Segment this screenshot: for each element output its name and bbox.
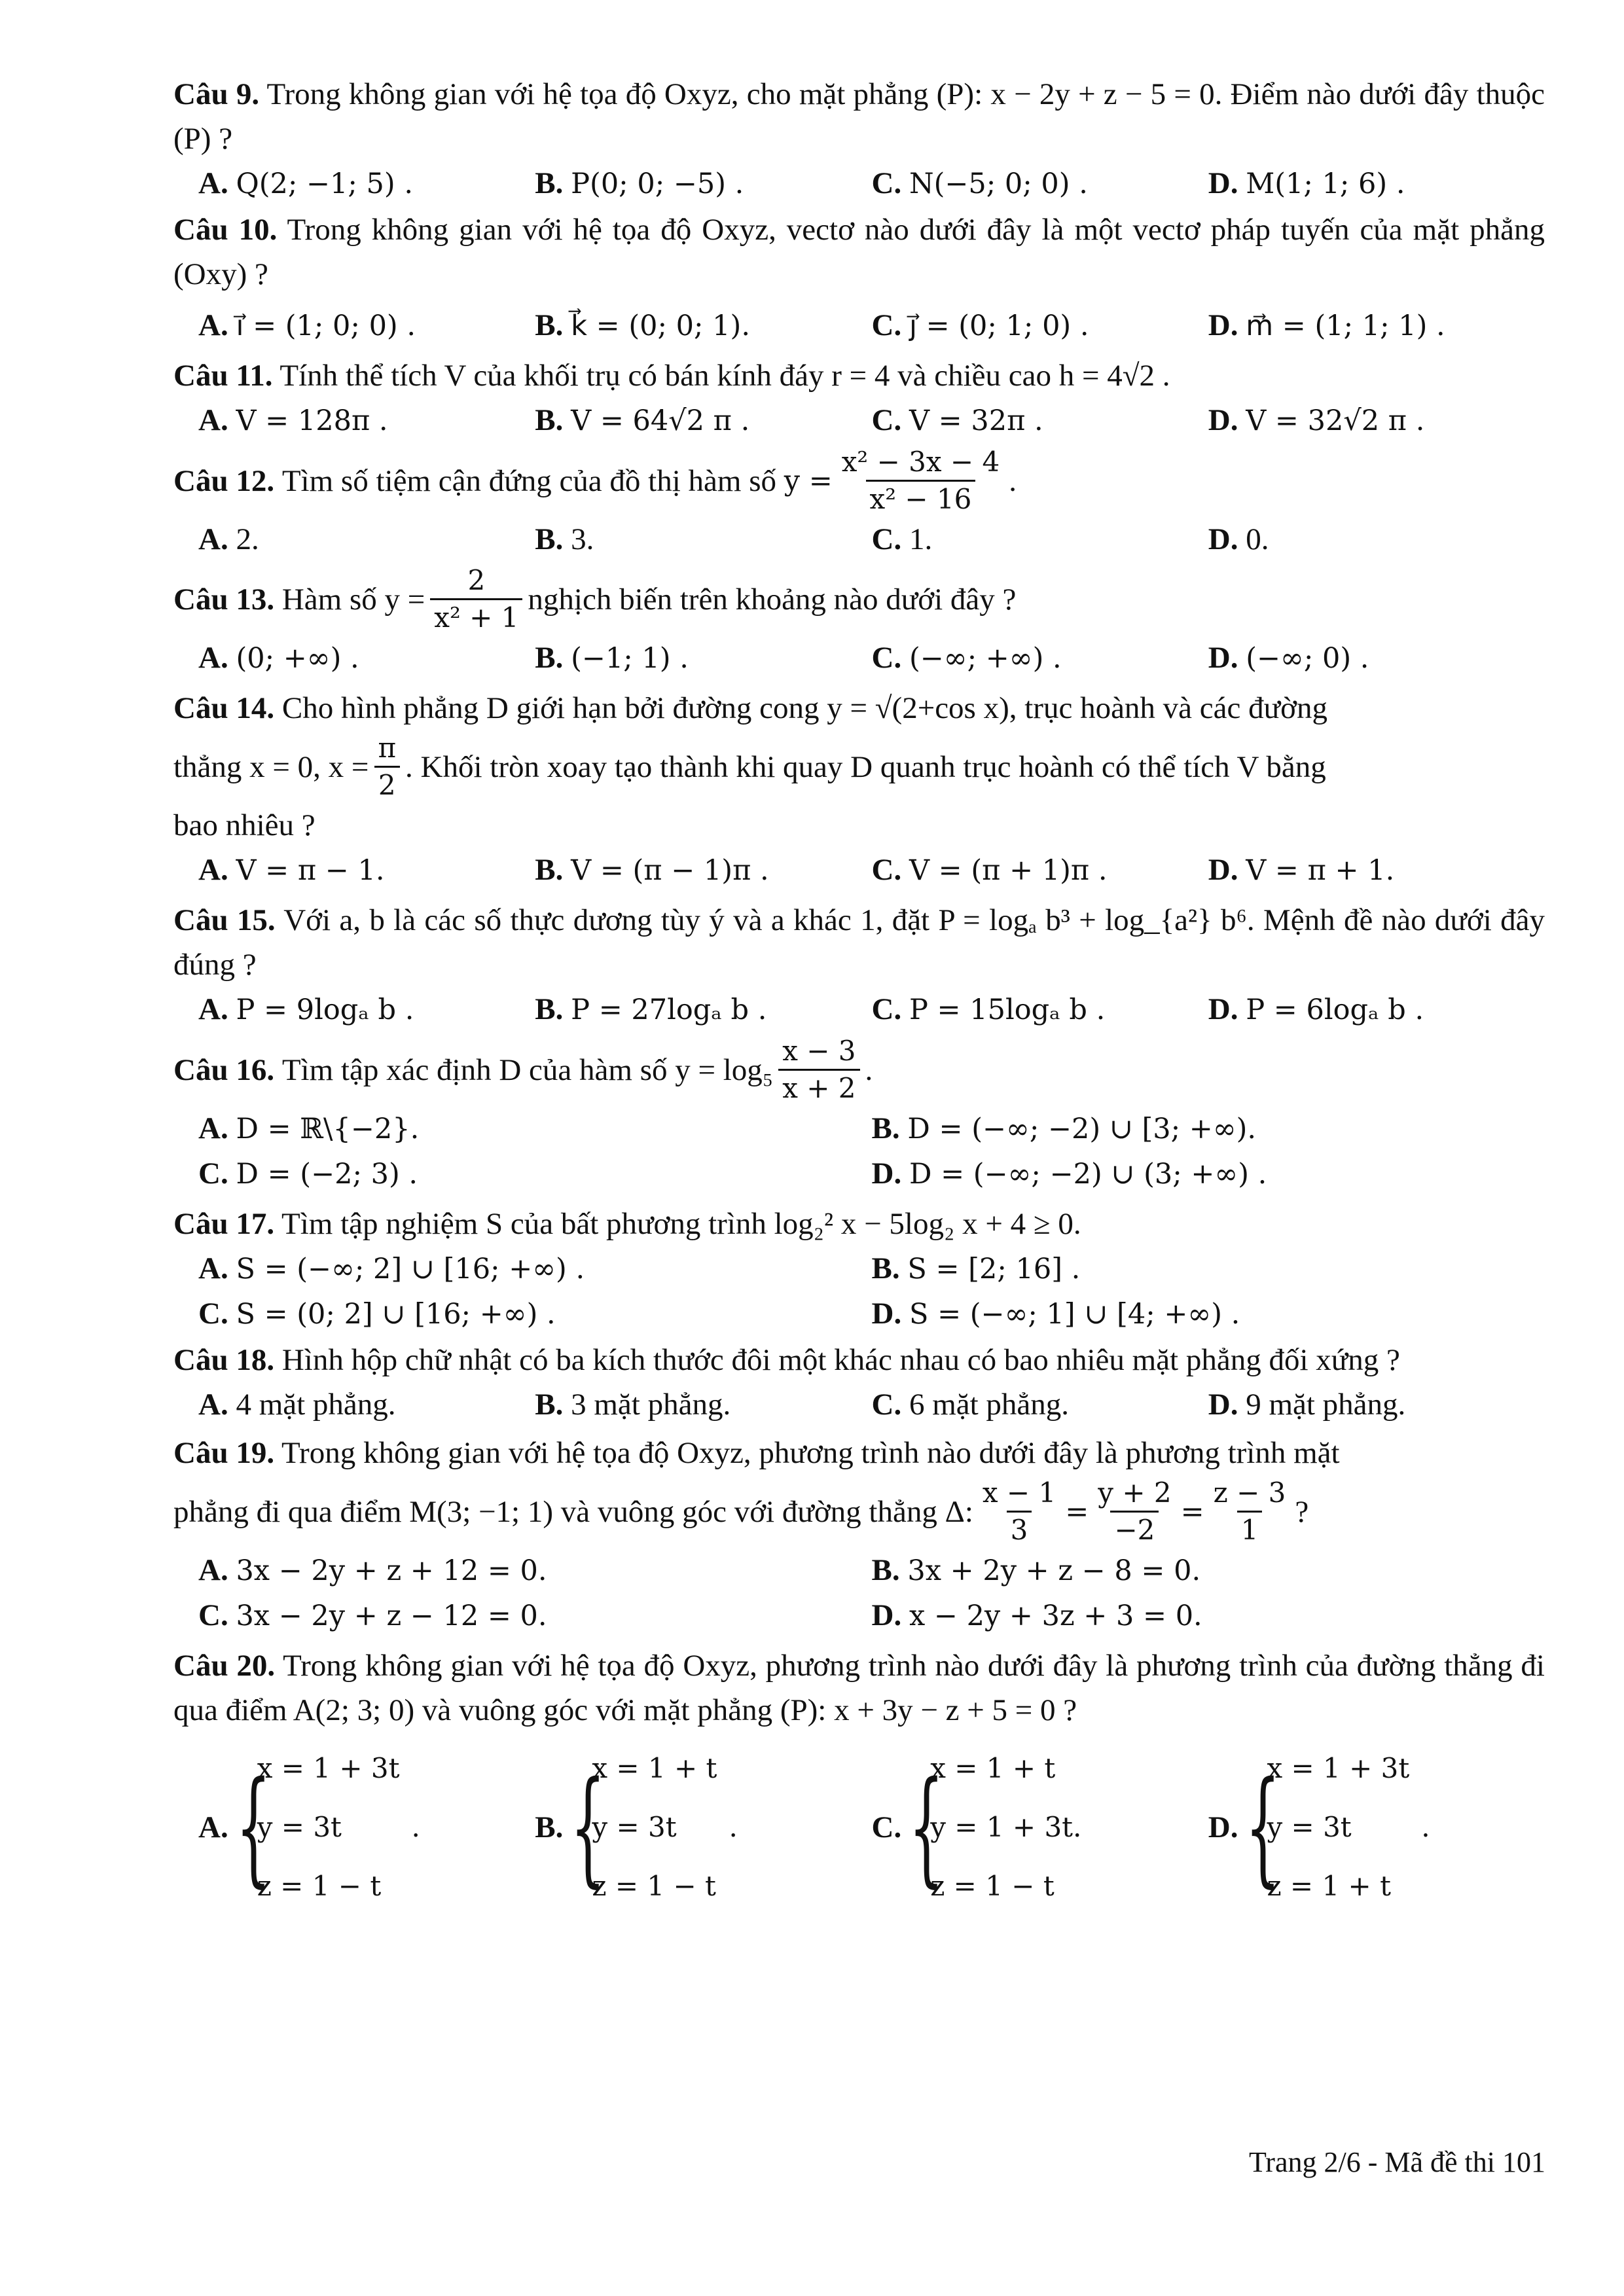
option-label: A.	[198, 308, 228, 342]
option-label: A.	[198, 853, 228, 887]
fraction-x	[979, 1475, 1060, 1548]
question-stem-pre: Tìm tập xác định D của hàm số y = log₅	[281, 1052, 774, 1087]
option-tail: .	[729, 1811, 738, 1843]
option-label: B.	[535, 403, 564, 437]
option-label: A.	[198, 166, 228, 200]
option-c[interactable]	[872, 1382, 1208, 1427]
option-b[interactable]	[872, 1548, 1545, 1593]
option-d[interactable]	[1208, 303, 1545, 348]
option-a[interactable]	[198, 1548, 872, 1593]
option-text: (0; +∞) .	[236, 642, 359, 675]
option-text: 3 mặt phẳng.	[571, 1388, 731, 1422]
equation-line: x = 1 + t	[930, 1752, 1056, 1784]
options	[173, 1593, 1545, 1638]
option-label: D.	[1208, 166, 1238, 200]
option-label: A.	[198, 1388, 228, 1422]
option-d[interactable]	[1208, 398, 1545, 443]
option-label: B.	[871, 1111, 900, 1145]
exam-page	[173, 72, 1545, 1916]
question-stem-post: nghịch biến trên khoảng nào dưới đây ?	[528, 582, 1017, 617]
equation-system	[592, 1739, 717, 1916]
option-b[interactable]	[535, 398, 871, 443]
option-text: i⃗ = (1; 0; 0) .	[236, 310, 416, 342]
option-text: V = 128π .	[236, 404, 388, 437]
equation-line: x = 1 + 3t	[257, 1752, 400, 1784]
option-text: P = 9logₐ b .	[236, 994, 414, 1026]
fraction-denominator: x² − 16	[866, 480, 976, 517]
question-stem-post: . Khối tròn xoay tạo thành khi quay D quanh trục hoành có thể tích V bằng	[405, 749, 1326, 784]
option-label: D.	[1208, 641, 1238, 675]
option-c[interactable]	[872, 517, 1208, 562]
question-stem-pre: phẳng đi qua điểm M(3; −1; 1) và vuông góc với đường thẳng Δ:	[173, 1494, 973, 1529]
question-17	[173, 1202, 1545, 1336]
question-stem-end: bao nhiêu ?	[173, 808, 316, 842]
option-d[interactable]	[1208, 161, 1545, 206]
equation-line: y = 3t	[1267, 1811, 1352, 1843]
option-label: A.	[198, 1111, 228, 1145]
question-number: Câu 16.	[173, 1052, 275, 1087]
option-text: 0.	[1246, 522, 1269, 556]
question-number: Câu 12.	[173, 463, 275, 498]
question-13	[173, 563, 1545, 681]
question-number: Câu 17.	[173, 1207, 275, 1241]
question-9	[173, 72, 1545, 206]
question-stem: Tìm số tiệm cận đứng của đồ thị hàm số	[281, 463, 776, 498]
option-text: (−∞; +∞) .	[909, 642, 1062, 675]
equation-system	[257, 1739, 400, 1916]
stem-tail: .	[1009, 463, 1017, 498]
question-number: Câu 13.	[173, 582, 275, 617]
option-c[interactable]	[872, 1739, 1208, 1916]
equation-line: z = 1 + t	[1267, 1870, 1391, 1902]
option-label: D.	[1208, 403, 1238, 437]
question-15	[173, 898, 1545, 1032]
option-a[interactable]	[198, 636, 535, 681]
option-c[interactable]	[872, 987, 1208, 1032]
option-a[interactable]	[198, 398, 535, 443]
option-d[interactable]	[1208, 987, 1545, 1032]
option-text: 4 mặt phẳng.	[236, 1388, 396, 1422]
option-b[interactable]	[535, 161, 871, 206]
question-18	[173, 1338, 1545, 1427]
option-text: (−∞; 0) .	[1246, 642, 1369, 675]
option-label: C.	[871, 403, 902, 437]
option-b[interactable]	[535, 517, 871, 562]
option-text: S = (−∞; 2] ∪ [16; +∞) .	[236, 1253, 585, 1285]
option-label: B.	[535, 853, 564, 887]
option-text: D = (−2; 3) .	[236, 1158, 418, 1191]
page-footer: Trang 2/6 - Mã đề thi 101	[1248, 2146, 1545, 2178]
equation-line: z = 1 − t	[257, 1870, 382, 1902]
equation-system	[1267, 1739, 1409, 1916]
option-label: C.	[871, 166, 902, 200]
options	[173, 161, 1545, 206]
option-text: V = (π − 1)π .	[571, 854, 769, 887]
option-text: x − 2y + 3z + 3 = 0.	[909, 1600, 1202, 1632]
question-number: Câu 11.	[173, 359, 273, 393]
question-19	[173, 1431, 1545, 1638]
option-a[interactable]	[198, 161, 535, 206]
fraction-numerator: x² − 3x − 4	[841, 446, 1000, 478]
option-d[interactable]	[1208, 1739, 1545, 1916]
option-label: B.	[535, 308, 564, 342]
question-number: Câu 18.	[173, 1343, 275, 1377]
option-label: A.	[198, 1553, 228, 1587]
option-b[interactable]	[535, 1739, 871, 1916]
option-label: C.	[871, 522, 902, 556]
options	[173, 848, 1545, 893]
question-stem: Hình hộp chữ nhật có ba kích thước đôi một khác nhau có bao nhiêu mặt phẳng đối xứng ?	[281, 1343, 1400, 1377]
option-text: (−1; 1) .	[571, 642, 689, 675]
option-text: V = 64√2 π .	[571, 404, 750, 437]
option-a[interactable]	[198, 848, 535, 893]
option-d[interactable]	[1208, 1382, 1545, 1427]
option-label: D.	[1208, 1388, 1238, 1422]
equation-system	[930, 1739, 1081, 1916]
option-label: A.	[198, 1810, 228, 1844]
option-text: V = π − 1.	[236, 854, 385, 887]
option-a[interactable]	[198, 1382, 535, 1427]
option-c[interactable]	[872, 848, 1208, 893]
options	[173, 1106, 1545, 1151]
option-label: D.	[1208, 1810, 1238, 1844]
options	[173, 1151, 1545, 1196]
fraction-numerator: z − 3	[1213, 1477, 1286, 1509]
function-lhs: y =	[784, 464, 833, 497]
option-label: A.	[198, 522, 228, 556]
fraction-numerator: x − 1	[982, 1477, 1056, 1509]
option-label: B.	[535, 522, 564, 556]
option-d[interactable]	[872, 1593, 1545, 1638]
options	[173, 987, 1545, 1032]
option-label: D.	[871, 1157, 902, 1191]
option-label: C.	[198, 1157, 228, 1191]
fraction-y	[1094, 1475, 1175, 1548]
option-b[interactable]	[872, 1246, 1545, 1291]
brace-icon: {	[570, 1755, 606, 1899]
question-stem-pre: thẳng x = 0, x =	[173, 749, 369, 784]
fraction-denominator: 1	[1237, 1511, 1263, 1548]
option-b[interactable]	[535, 303, 871, 348]
option-text: S = (0; 2] ∪ [16; +∞) .	[236, 1298, 556, 1331]
option-label: B.	[871, 1251, 900, 1285]
question-16	[173, 1033, 1545, 1196]
option-d[interactable]	[872, 1291, 1545, 1336]
option-a[interactable]	[198, 1246, 872, 1291]
question-stem: Tính thể tích V của khối trụ có bán kính đáy r = 4 và chiều cao h = 4√2 .	[280, 359, 1170, 393]
option-text: V = 32π .	[909, 404, 1043, 437]
question-number: Câu 19.	[173, 1436, 275, 1470]
options	[173, 1382, 1545, 1427]
option-text: 3.	[571, 522, 594, 556]
option-tail: .	[1421, 1811, 1430, 1843]
option-text: 1.	[909, 522, 933, 556]
question-14	[173, 686, 1545, 893]
option-label: C.	[871, 853, 902, 887]
option-label: C.	[871, 1810, 902, 1844]
fraction-denominator: x² + 1	[430, 598, 522, 636]
option-label: B.	[535, 992, 564, 1026]
question-11	[173, 353, 1545, 443]
equation-line: y = 3t	[257, 1811, 342, 1843]
option-text: D = ℝ\{−2}.	[236, 1113, 420, 1145]
option-c[interactable]	[872, 636, 1208, 681]
option-a[interactable]	[198, 303, 535, 348]
option-a[interactable]	[198, 517, 535, 562]
option-a[interactable]	[198, 1739, 535, 1916]
option-b[interactable]	[535, 1382, 871, 1427]
equation-line: z = 1 − t	[592, 1870, 716, 1902]
option-text: P = 15logₐ b .	[909, 994, 1106, 1026]
question-10	[173, 207, 1545, 348]
option-b[interactable]	[872, 1106, 1545, 1151]
fraction-z	[1210, 1475, 1290, 1548]
option-a[interactable]	[198, 1106, 872, 1151]
option-text: 3x − 2y + z + 12 = 0.	[236, 1554, 547, 1587]
question-stem: Trong không gian với hệ tọa độ Oxyz, vectơ nào dưới đây là một vectơ pháp tuyến của mặt phẳng (Oxy) ?	[173, 213, 1545, 291]
option-text: N(−5; 0; 0) .	[909, 168, 1088, 200]
option-text: S = (−∞; 1] ∪ [4; +∞) .	[909, 1298, 1240, 1331]
option-d[interactable]	[872, 1151, 1545, 1196]
options	[173, 1246, 1545, 1291]
option-text: V = 32√2 π .	[1246, 404, 1425, 437]
option-text: k⃗ = (0; 0; 1).	[571, 310, 750, 342]
equals-sign: =	[1180, 1495, 1204, 1528]
fraction-denominator: −2	[1110, 1511, 1159, 1548]
stem-tail: ?	[1295, 1494, 1309, 1529]
option-label: D.	[1208, 992, 1238, 1026]
option-text: 9 mặt phẳng.	[1246, 1388, 1406, 1422]
option-label: C.	[198, 1297, 228, 1331]
options	[173, 303, 1545, 348]
option-b[interactable]	[535, 848, 871, 893]
equation-line: y = 3t	[592, 1811, 677, 1843]
question-stem: Với a, b là các số thực dương tùy ý và a khác 1, đặt P = logₐ b³ + log_{a²} b⁶. Mệnh đề nào dưới đây đúng ?	[173, 903, 1545, 982]
question-20	[173, 1643, 1545, 1916]
equation-line: z = 1 − t	[930, 1870, 1055, 1902]
option-b[interactable]	[535, 987, 871, 1032]
option-text: D = (−∞; −2) ∪ [3; +∞).	[907, 1113, 1257, 1145]
option-d[interactable]	[1208, 848, 1545, 893]
question-12	[173, 444, 1545, 562]
fraction-numerator: y + 2	[1098, 1477, 1172, 1509]
question-stem-pre: Hàm số y =	[281, 582, 425, 617]
fraction-denominator: 2	[374, 766, 400, 803]
option-label: D.	[1208, 522, 1238, 556]
option-label: D.	[1208, 853, 1238, 887]
option-label: B.	[535, 1388, 564, 1422]
option-c[interactable]	[872, 398, 1208, 443]
option-label: B.	[871, 1553, 900, 1587]
fraction-numerator: π	[378, 732, 397, 764]
fraction-numerator: 2	[467, 564, 486, 596]
option-a[interactable]	[198, 987, 535, 1032]
question-stem: Trong không gian với hệ tọa độ Oxyz, phương trình nào dưới đây là phương trình mặt	[281, 1436, 1340, 1470]
option-text: P(0; 0; −5) .	[571, 168, 744, 200]
option-label: A.	[198, 1251, 228, 1285]
fraction-denominator: 3	[1007, 1511, 1032, 1548]
option-text: 6 mặt phẳng.	[909, 1388, 1070, 1422]
option-text: m⃗ = (1; 1; 1) .	[1246, 310, 1445, 342]
option-label: B.	[535, 641, 564, 675]
option-c[interactable]	[198, 1291, 872, 1336]
options	[173, 1291, 1545, 1336]
option-label: D.	[1208, 308, 1238, 342]
option-text: P = 27logₐ b .	[571, 994, 767, 1026]
option-text: 3x − 2y + z − 12 = 0.	[236, 1600, 547, 1632]
option-text: 3x + 2y + z − 8 = 0.	[907, 1554, 1201, 1587]
question-number: Câu 20.	[173, 1649, 276, 1683]
question-stem: Cho hình phẳng D giới hạn bởi đường cong y = √(2+cos x), trục hoành và các đường	[281, 691, 1327, 725]
option-label: A.	[198, 641, 228, 675]
option-text: V = (π + 1)π .	[909, 854, 1108, 887]
stem-tail: .	[865, 1052, 873, 1087]
question-stem: Tìm tập nghiệm S của bất phương trình log₂² x − 5log₂ x + 4 ≥ 0.	[281, 1207, 1081, 1241]
option-text: D = (−∞; −2) ∪ (3; +∞) .	[909, 1158, 1267, 1191]
fraction	[778, 1033, 859, 1106]
brace-icon: {	[909, 1755, 945, 1899]
option-c[interactable]	[198, 1151, 872, 1196]
option-c[interactable]	[198, 1593, 872, 1638]
option-label: C.	[871, 1388, 902, 1422]
option-c[interactable]	[872, 303, 1208, 348]
question-number: Câu 15.	[173, 903, 276, 937]
option-text: V = π + 1.	[1246, 854, 1395, 887]
option-text: Q(2; −1; 5) .	[236, 168, 414, 200]
question-number: Câu 10.	[173, 213, 278, 247]
options	[173, 636, 1545, 681]
option-label: A.	[198, 992, 228, 1026]
option-tail: .	[411, 1811, 420, 1843]
option-label: C.	[871, 992, 902, 1026]
brace-icon: {	[1245, 1755, 1281, 1899]
question-stem: Trong không gian với hệ tọa độ Oxyz, phương trình nào dưới đây là phương trình của đường thẳng đi qua điểm A(2; 3; 0) và vuông góc với mặt phẳng (P): x + 3y − z + 5 = 0 ?	[173, 1649, 1545, 1727]
option-text: P = 6logₐ b .	[1246, 994, 1424, 1026]
option-b[interactable]	[535, 636, 871, 681]
fraction	[838, 444, 1003, 517]
fraction	[374, 730, 400, 803]
option-d[interactable]	[1208, 636, 1545, 681]
option-label: C.	[871, 308, 902, 342]
question-number: Câu 14.	[173, 691, 275, 725]
equation-line: x = 1 + t	[592, 1752, 717, 1784]
option-text: j⃗ = (0; 1; 0) .	[909, 310, 1089, 342]
option-text: 2.	[236, 522, 259, 556]
options	[173, 517, 1545, 562]
options	[173, 398, 1545, 443]
option-label: D.	[871, 1598, 902, 1632]
question-stem: Trong không gian với hệ tọa độ Oxyz, cho mặt phẳng (P): x − 2y + z − 5 = 0. Điểm nào dưới đây thuộc (P) ?	[173, 77, 1545, 156]
option-label: C.	[871, 641, 902, 675]
brace-icon: {	[235, 1755, 272, 1899]
options	[173, 1548, 1545, 1593]
equation-line: x = 1 + 3t	[1267, 1752, 1410, 1784]
fraction	[430, 563, 522, 636]
option-label: D.	[871, 1297, 902, 1331]
option-text: M(1; 1; 6) .	[1246, 168, 1405, 200]
question-number: Câu 9.	[173, 77, 260, 111]
options	[173, 1739, 1545, 1916]
fraction-numerator: x − 3	[782, 1035, 856, 1067]
option-label: B.	[535, 166, 564, 200]
option-label: B.	[535, 1810, 564, 1844]
option-label: C.	[198, 1598, 228, 1632]
fraction-denominator: x + 2	[778, 1069, 859, 1106]
option-d[interactable]	[1208, 517, 1545, 562]
equation-line: y = 1 + 3t.	[930, 1811, 1082, 1843]
option-text: S = [2; 16] .	[907, 1253, 1081, 1285]
equals-sign: =	[1065, 1495, 1089, 1528]
option-c[interactable]	[872, 161, 1208, 206]
option-label: A.	[198, 403, 228, 437]
